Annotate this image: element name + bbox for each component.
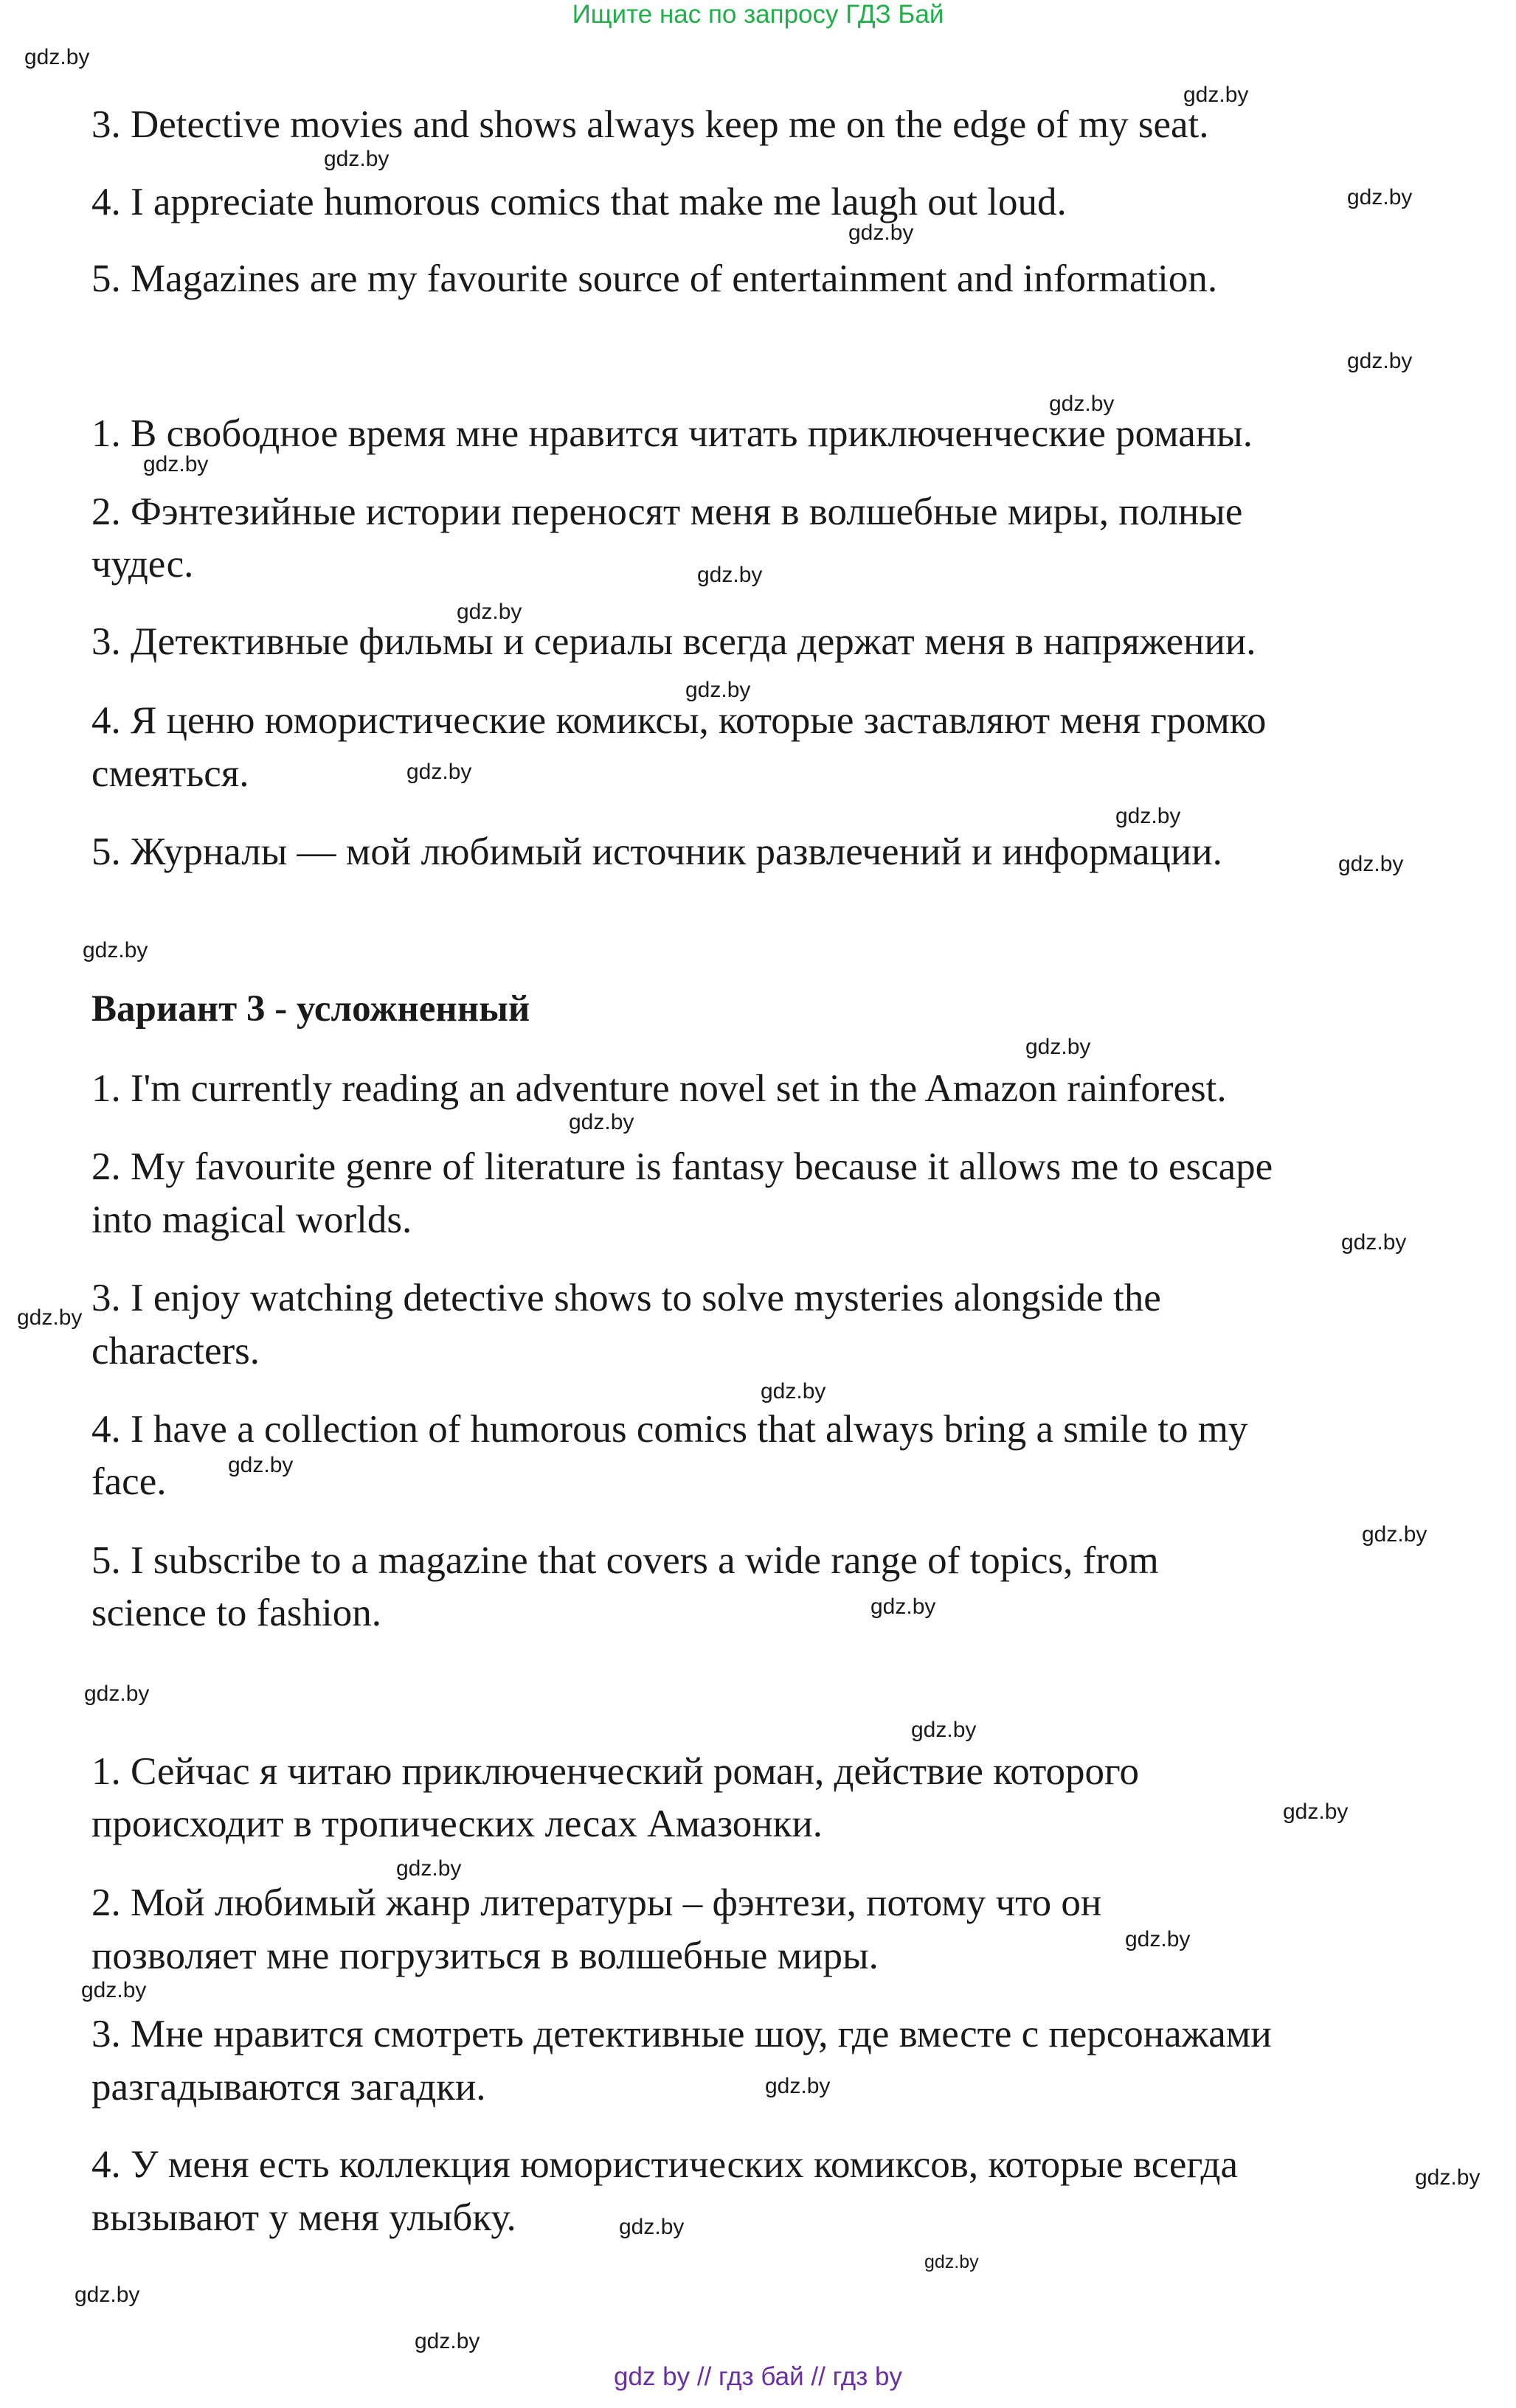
watermark-text: gdz.by bbox=[84, 1682, 150, 1706]
sentence-ru-2-cont: чудес. bbox=[91, 543, 194, 586]
variant3-ru-2: 2. Мой любимый жанр литературы – фэнтези, потому что он bbox=[91, 1881, 1102, 1924]
sentence-en-4: 4. I appreciate humorous comics that make me laugh out loud. bbox=[91, 181, 1067, 223]
watermark-text: gdz.by bbox=[1338, 852, 1404, 876]
watermark-text: gdz.by bbox=[1415, 2165, 1481, 2190]
watermark-text: gdz.by bbox=[1347, 349, 1413, 373]
sentence-ru-2: 2. Фэнтезийные истории переносят меня в волшебные миры, полные bbox=[91, 490, 1243, 533]
watermark-text: gdz.by bbox=[697, 563, 763, 587]
variant3-en-4-cont: face. bbox=[91, 1460, 167, 1503]
watermark-text: gdz.by bbox=[848, 221, 914, 245]
variant3-en-3: 3. I enjoy watching detective shows to solve mysteries alongside the bbox=[91, 1277, 1161, 1319]
watermark-text: gdz.by bbox=[871, 1595, 936, 1619]
footer-links[interactable]: gdz by // гдз бай // гдз by bbox=[614, 2362, 902, 2391]
variant3-ru-4: 4. У меня есть коллекция юмористических комиксов, которые всегда bbox=[91, 2143, 1239, 2186]
watermark-text: gdz.by bbox=[457, 600, 522, 624]
watermark-text: gdz.by bbox=[81, 1978, 147, 2002]
watermark-text: gdz.by bbox=[415, 2329, 480, 2353]
watermark-text: gdz.by bbox=[1362, 1522, 1427, 1547]
sentence-en-3: 3. Detective movies and shows always keep me on the edge of my seat. bbox=[91, 103, 1209, 146]
watermark-text: gdz.by bbox=[1183, 83, 1249, 107]
watermark-text: gdz.by bbox=[1125, 1927, 1191, 1951]
variant3-en-2-cont: into magical worlds. bbox=[91, 1198, 412, 1241]
watermark-text: gdz.by bbox=[1025, 1035, 1091, 1059]
watermark-text: gdz.by bbox=[924, 2252, 979, 2272]
sentence-ru-4: 4. Я ценю юмористические комиксы, которые заставляют меня громко bbox=[91, 699, 1267, 742]
variant3-ru-3: 3. Мне нравится смотреть детективные шоу, где вместе с персонажами bbox=[91, 2013, 1272, 2055]
sentence-ru-1: 1. В свободное время мне нравится читать приключенческие романы. bbox=[91, 412, 1253, 455]
variant3-ru-4-cont: вызывают у меня улыбку. bbox=[91, 2196, 516, 2239]
watermark-text: gdz.by bbox=[569, 1110, 634, 1134]
sentence-ru-5: 5. Журналы — мой любимый источник развлечений и информации. bbox=[91, 830, 1222, 873]
variant3-ru-2-cont: позволяет мне погрузиться в волшебные миры. bbox=[91, 1935, 879, 1977]
variant3-en-2: 2. My favourite genre of literature is fantasy because it allows me to escape bbox=[91, 1145, 1273, 1188]
watermark-text: gdz.by bbox=[24, 45, 90, 69]
watermark-text: gdz.by bbox=[685, 678, 751, 702]
variant3-ru-3-cont: разгадываются загадки. bbox=[91, 2066, 486, 2109]
watermark-text: gdz.by bbox=[83, 938, 148, 962]
variant3-en-5-cont: science to fashion. bbox=[91, 1592, 381, 1634]
sentence-en-5: 5. Magazines are my favourite source of entertainment and information. bbox=[91, 257, 1218, 300]
watermark-text: gdz.by bbox=[406, 760, 472, 784]
watermark-text: gdz.by bbox=[17, 1305, 83, 1330]
variant3-ru-1: 1. Сейчас я читаю приключенческий роман, действие которого bbox=[91, 1750, 1139, 1793]
watermark-text: gdz.by bbox=[1283, 1800, 1349, 1824]
watermark-text: gdz.by bbox=[1049, 392, 1115, 416]
watermark-text: gdz.by bbox=[761, 1379, 826, 1403]
watermark-text: gdz.by bbox=[324, 147, 390, 171]
watermark-text: gdz.by bbox=[911, 1718, 977, 1742]
watermark-text: gdz.by bbox=[619, 2215, 685, 2239]
variant3-ru-1-cont: происходит в тропических лесах Амазонки. bbox=[91, 1802, 823, 1845]
watermark-text: gdz.by bbox=[765, 2074, 831, 2098]
variant3-en-3-cont: characters. bbox=[91, 1330, 260, 1373]
variant3-en-5: 5. I subscribe to a magazine that covers a wide range of topics, from bbox=[91, 1539, 1159, 1582]
sentence-ru-4-cont: смеяться. bbox=[91, 752, 249, 795]
sentence-ru-3: 3. Детективные фильмы и сериалы всегда держат меня в напряжении. bbox=[91, 620, 1256, 663]
watermark-text: gdz.by bbox=[143, 452, 209, 476]
section-heading-variant-3: Вариант 3 - усложненный bbox=[91, 988, 530, 1030]
variant3-en-4: 4. I have a collection of humorous comics that always bring a smile to my bbox=[91, 1408, 1248, 1451]
watermark-text: gdz.by bbox=[1347, 185, 1413, 209]
watermark-text: gdz.by bbox=[1115, 804, 1181, 828]
variant3-en-1: 1. I'm currently reading an adventure novel set in the Amazon rainforest. bbox=[91, 1067, 1227, 1110]
watermark-text: gdz.by bbox=[396, 1856, 462, 1881]
watermark-text: gdz.by bbox=[1341, 1230, 1407, 1255]
top-banner-link[interactable]: Ищите нас по запросу ГДЗ Бай bbox=[572, 0, 944, 29]
watermark-text: gdz.by bbox=[75, 2283, 140, 2307]
watermark-text: gdz.by bbox=[228, 1453, 294, 1477]
